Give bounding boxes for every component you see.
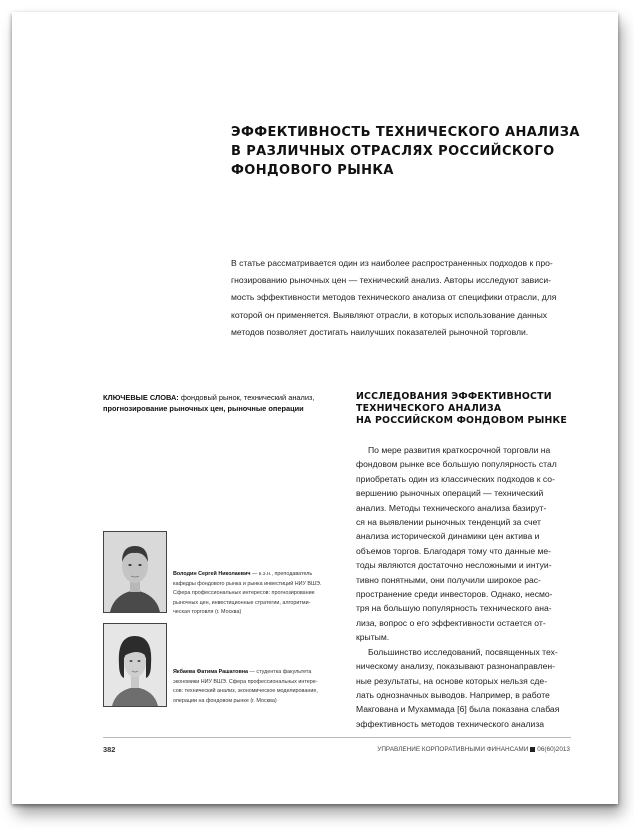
author-bio-line: сов: технический анализ, экономическое моделирование,	[173, 688, 318, 695]
body-line: лиза, вопрос о его эффективности остается от-	[356, 617, 546, 628]
square-bullet-icon	[530, 747, 535, 752]
body-line: пространение среди инвесторов. Однако, несмо-	[356, 589, 553, 600]
keywords-label: КЛЮЧЕВЫЕ СЛОВА:	[103, 393, 179, 402]
body-line: ные результаты, на основе которых нельзя сде-	[356, 675, 548, 686]
abstract-line: В статье рассматривается один из наиболее распространенных подходов к про-	[231, 258, 553, 268]
journal-footer	[377, 746, 570, 753]
body-line: объемов торгов. Благодаря тому что данные ме-	[356, 545, 552, 556]
author-name: Якбаева Фатима Рашатовна	[173, 669, 249, 675]
abstract-line: гнозированию рыночных цен — технический анализ. Авторы исследуют зависи-	[231, 275, 552, 286]
body-line: фондовом рынке все большую популярность стал	[356, 459, 557, 470]
article-abstract	[231, 255, 601, 341]
author-photo	[103, 623, 167, 707]
journal-page	[12, 12, 618, 804]
body-line: анализ. Методы технического анализа базирут-	[356, 502, 547, 513]
author-bio-line: операции на фондовом рынке (г. Москва)	[173, 697, 277, 704]
article-title	[231, 123, 611, 180]
keywords-block	[103, 392, 338, 414]
body-line: ническому анализу, показывают разнонаправлен-	[356, 661, 556, 672]
keywords-text: фондовый рынок, технический анализ,	[178, 393, 315, 402]
author-bio	[173, 668, 343, 706]
author-bio-line: ческая торговля (г. Москва)	[173, 609, 242, 616]
body-line: анализа исторической динамики цен актива и	[356, 531, 540, 542]
author-bio-line	[173, 570, 343, 580]
abstract-line: которой он применяется. Выявляют отрасли, в которых использование данных	[231, 309, 548, 320]
journal-issue: 06(60)2013	[537, 746, 570, 753]
body-line: крытым.	[356, 632, 390, 643]
body-line: Большинство исследований, посвященных тех-	[368, 646, 558, 657]
author-bio-line: Сфера профессиональных интересов: прогнозирование	[173, 590, 315, 597]
body-line: приобретать один из классических подходов к со-	[356, 473, 555, 484]
author-bio-line: рыночных цен, инвестиционные стратегии, алгоритми-	[173, 599, 311, 606]
body-line: лать однозначных выводов. Например, в работе	[356, 689, 550, 700]
body-line: эффективность методов технического анализа	[356, 718, 545, 729]
body-line: тря на большую популярность технического ана-	[356, 603, 552, 614]
author-bio-line: экономики НИУ ВШЭ. Сфера профессиональных интере-	[173, 678, 318, 685]
heading-line: ИССЛЕДОВАНИЯ ЭФФЕКТИВНОСТИ	[356, 391, 552, 402]
author-role: — к.э.н., преподаватель	[250, 571, 313, 577]
author-bio-line	[173, 668, 343, 678]
body-line: По мере развития краткосрочной торговли на	[368, 445, 551, 455]
keywords-line	[103, 392, 338, 403]
body-line: тивно понятными, они получили широкое рас-	[356, 574, 541, 585]
body-line: Макгована и Мухаммада [6] была показана слабая	[356, 704, 560, 715]
body-line: вершению рыночных операций — технический	[356, 488, 544, 499]
section-heading	[356, 391, 616, 427]
author-photo	[103, 531, 167, 613]
abstract-line: методов позволяет достигать наилучших показателей рыночной торговли.	[231, 326, 529, 337]
author-bio	[173, 570, 343, 618]
body-line: ся на выявлении рыночных тенденций за счет	[356, 517, 541, 528]
title-line: ЭФФЕКТИВНОСТЬ ТЕХНИЧЕСКОГО АНАЛИЗА	[231, 125, 580, 140]
keywords-line: прогнозирование рыночных цен, рыночные операции	[103, 404, 304, 413]
heading-line: НА РОССИЙСКОМ ФОНДОВОМ РЫНКЕ	[356, 415, 568, 426]
footer-divider	[103, 737, 571, 738]
page-number: 382	[103, 745, 116, 754]
heading-line: ТЕХНИЧЕСКОГО АНАЛИЗА	[356, 403, 502, 414]
author-bio-line: кафедры фондового рынка и рынка инвестиций НИУ ВШЭ.	[173, 580, 322, 587]
author-name: Володин Сергей Николаевич	[173, 571, 251, 577]
body-line: тоды являются достаточно несложными и интуи-	[356, 560, 552, 571]
title-line: ФОНДОВОГО РЫНКА	[231, 163, 394, 178]
abstract-line: мость эффективности методов технического анализа от специфики отрасли, для	[231, 292, 557, 303]
section-body	[356, 443, 596, 731]
title-line: В РАЗЛИЧНЫХ ОТРАСЛЯХ РОССИЙСКОГО	[231, 144, 555, 159]
author-role: — студентка факультета	[248, 669, 312, 675]
journal-name: УПРАВЛЕНИЕ КОРПОРАТИВНЫМИ ФИНАНСАМИ	[377, 746, 529, 753]
